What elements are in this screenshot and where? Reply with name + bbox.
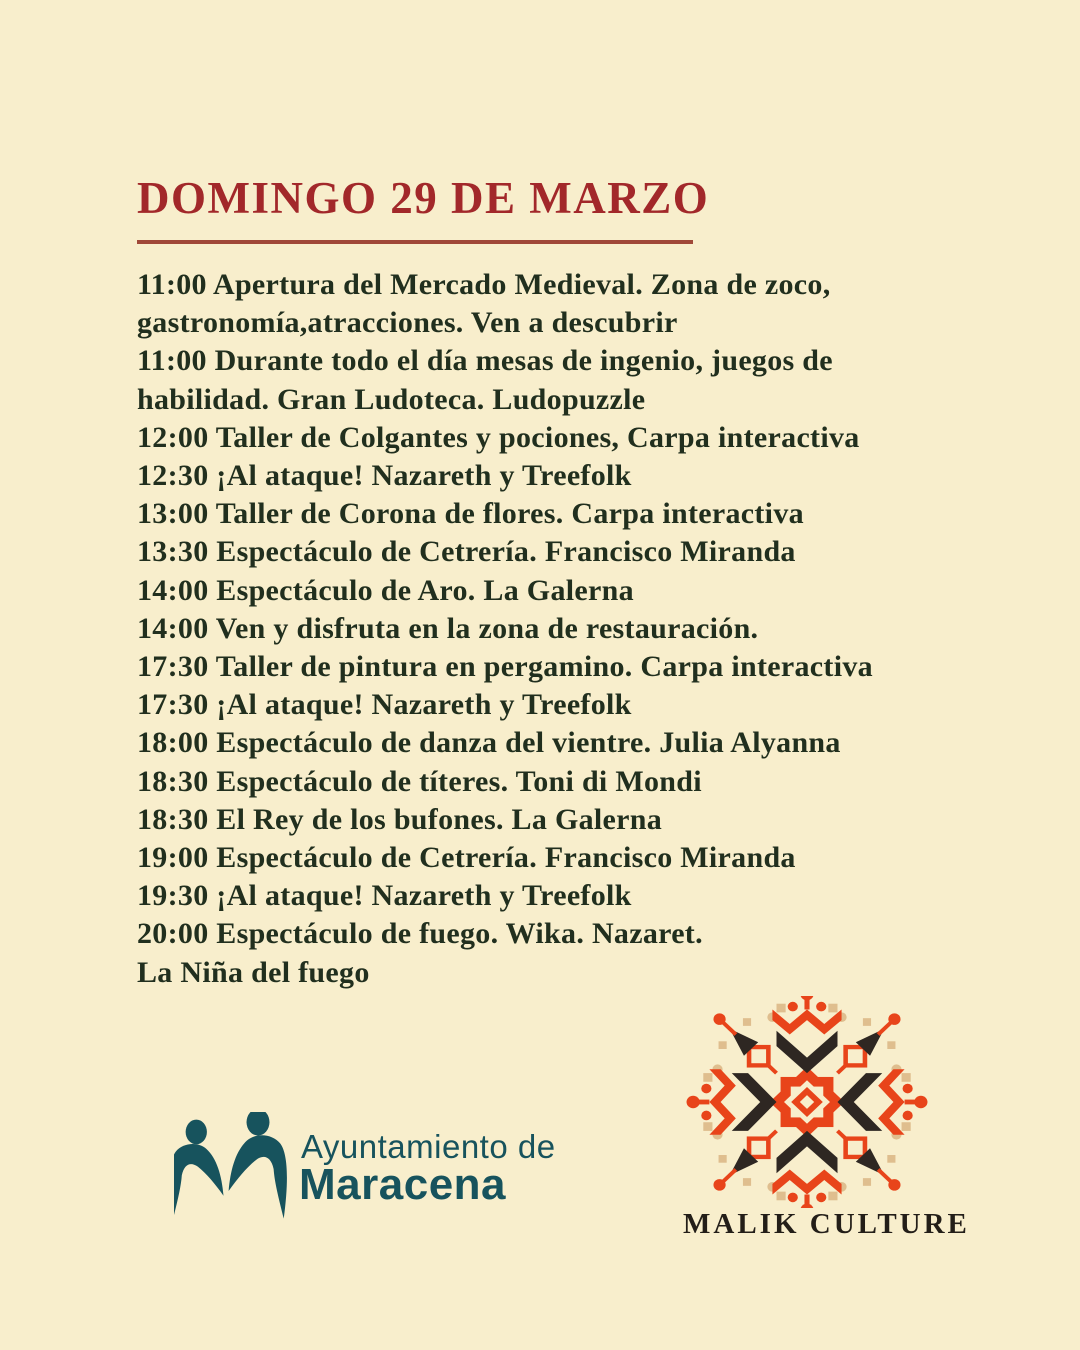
- schedule-line: 19:00 Espectáculo de Cetrería. Francisco Miranda: [137, 841, 796, 875]
- page-title: DOMINGO 29 DE MARZO: [137, 173, 710, 223]
- maracena-org-name: Maracena: [299, 1160, 507, 1209]
- title-underline: [137, 240, 693, 244]
- schedule-line: 13:00 Taller de Corona de flores. Carpa interactiva: [137, 497, 804, 531]
- schedule-line: habilidad. Gran Ludoteca. Ludopuzzle: [137, 382, 646, 416]
- schedule-line: gastronomía,atracciones. Ven a descubrir: [137, 306, 678, 340]
- malik-culture-logo: [683, 996, 970, 1246]
- schedule-line: 18:30 Espectáculo de títeres. Toni di Mondi: [137, 764, 702, 798]
- schedule-line: 12:00 Taller de Colgantes y pociones, Carpa interactiva: [137, 420, 860, 454]
- schedule-line: 18:00 Espectáculo de danza del vientre. Julia Alyanna: [137, 726, 841, 760]
- schedule-list: [137, 266, 1047, 992]
- schedule-line: 17:30 ¡Al ataque! Nazareth y Treefolk: [137, 688, 632, 722]
- schedule-line: 12:30 ¡Al ataque! Nazareth y Treefolk: [137, 459, 632, 493]
- schedule-line: 19:30 ¡Al ataque! Nazareth y Treefolk: [137, 879, 632, 913]
- schedule-line: La Niña del fuego: [137, 955, 370, 989]
- schedule-line: 11:00 Durante todo el día mesas de ingenio, juegos de: [137, 344, 833, 378]
- schedule-line: 14:00 Ven y disfruta en la zona de restauración.: [137, 611, 759, 645]
- maracena-figures-icon: [174, 1112, 290, 1238]
- schedule-line: 20:00 Espectáculo de fuego. Wika. Nazaret.: [137, 917, 703, 951]
- schedule-line: 17:30 Taller de pintura en pergamino. Carpa interactiva: [137, 650, 873, 684]
- malik-culture-label: MALIK CULTURE: [683, 1208, 970, 1240]
- schedule-line: 13:30 Espectáculo de Cetrería. Francisco Miranda: [137, 535, 796, 569]
- schedule-line: 11:00 Apertura del Mercado Medieval. Zona de zoco,: [137, 268, 831, 301]
- maracena-org-line: Ayuntamiento de: [301, 1128, 556, 1165]
- malik-mandala-icon: [685, 996, 929, 1208]
- schedule-line: 14:00 Espectáculo de Aro. La Galerna: [137, 573, 634, 607]
- maracena-logo: [174, 1112, 594, 1242]
- schedule-line: 18:30 El Rey de los bufones. La Galerna: [137, 802, 663, 836]
